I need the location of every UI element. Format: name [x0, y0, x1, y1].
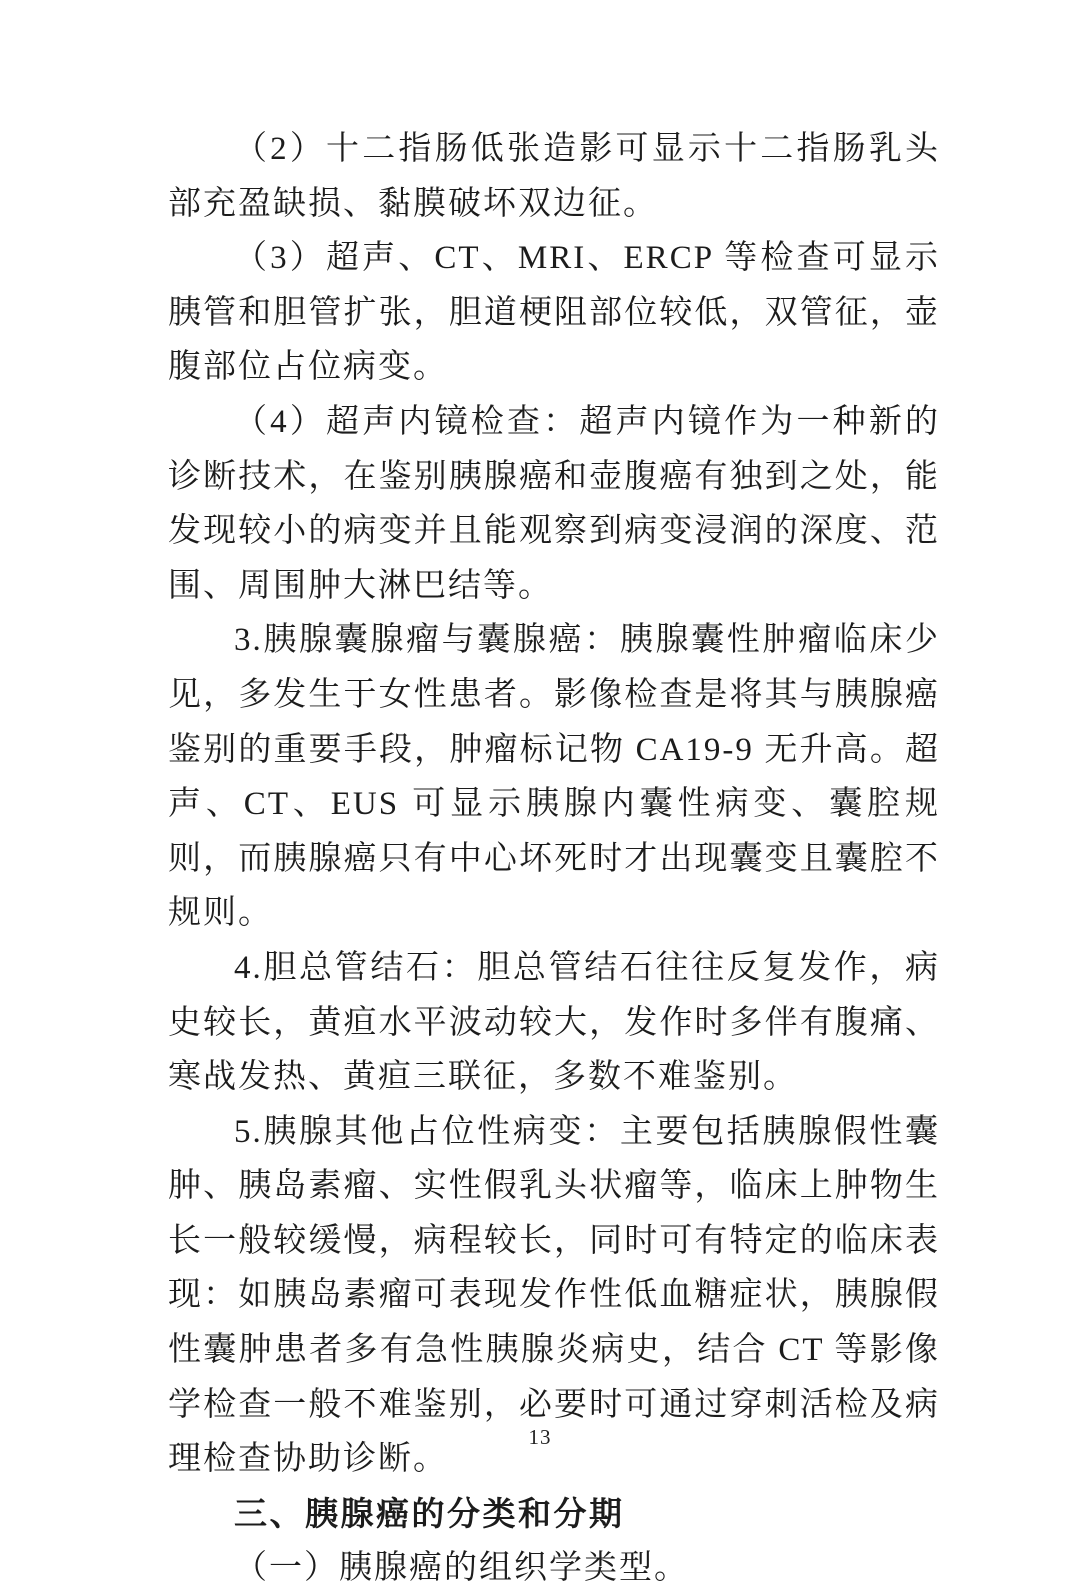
paragraph-bile-duct-stones: 4.胆总管结石：胆总管结石往往反复发作，病史较长，黄疸水平波动较大，发作时多伴有腹痛、寒战发热、黄疸三联征，多数不难鉴别。 [168, 949, 940, 1096]
paragraph-imaging-exams: （3）超声、CT、MRI、ERCP 等检查可显示胰管和胆管扩张，胆道梗阻部位较低，双管征，壶腹部位占位病变。 [168, 240, 940, 386]
paragraph-cystadenoma: 3.胰腺囊腺瘤与囊腺癌：胰腺囊性肿瘤临床少见，多发生于女性患者。影像检查是将其与胰腺癌鉴别的重要手段，肿瘤标记物 CA19-9 无升高。超声、CT、EUS 可显示胰腺内囊性病变、囊腔规则，而胰腺癌只有中心坏死时才出现囊变且囊腔不规则。 [168, 622, 940, 932]
paragraph-endoscopic-ultrasound: （4）超声内镜检查：超声内镜作为一种新的诊断技术，在鉴别胰腺癌和壶腹癌有独到之处，能发现较小的病变并且能观察到病变浸润的深度、范围、周围肿大淋巴结等。 [168, 403, 940, 604]
section-heading-classification-staging: 三、胰腺癌的分类和分期 [234, 1494, 625, 1532]
paragraph-other-lesions: 5.胰腺其他占位性病变：主要包括胰腺假性囊肿、胰岛素瘤、实性假乳头状瘤等，临床上肿物生长一般较缓慢，病程较长，同时可有特定的临床表现：如胰岛素瘤可表现发作性低血糖症状，胰腺假性囊肿患者多有急性胰腺炎病史，结合 CT 等影像学检查一般不难鉴别，必要时可通过穿刺活检及病理检查协助诊断。 [168, 1113, 940, 1478]
document-body [168, 122, 940, 1596]
page-number: 13 [528, 1425, 552, 1449]
paragraph-histological-types: （一）胰腺癌的组织学类型。 [234, 1550, 689, 1587]
paragraph-duodenal-radiography: （2）十二指肠低张造影可显示十二指肠乳头部充盈缺损、黏膜破坏双边征。 [168, 131, 940, 222]
